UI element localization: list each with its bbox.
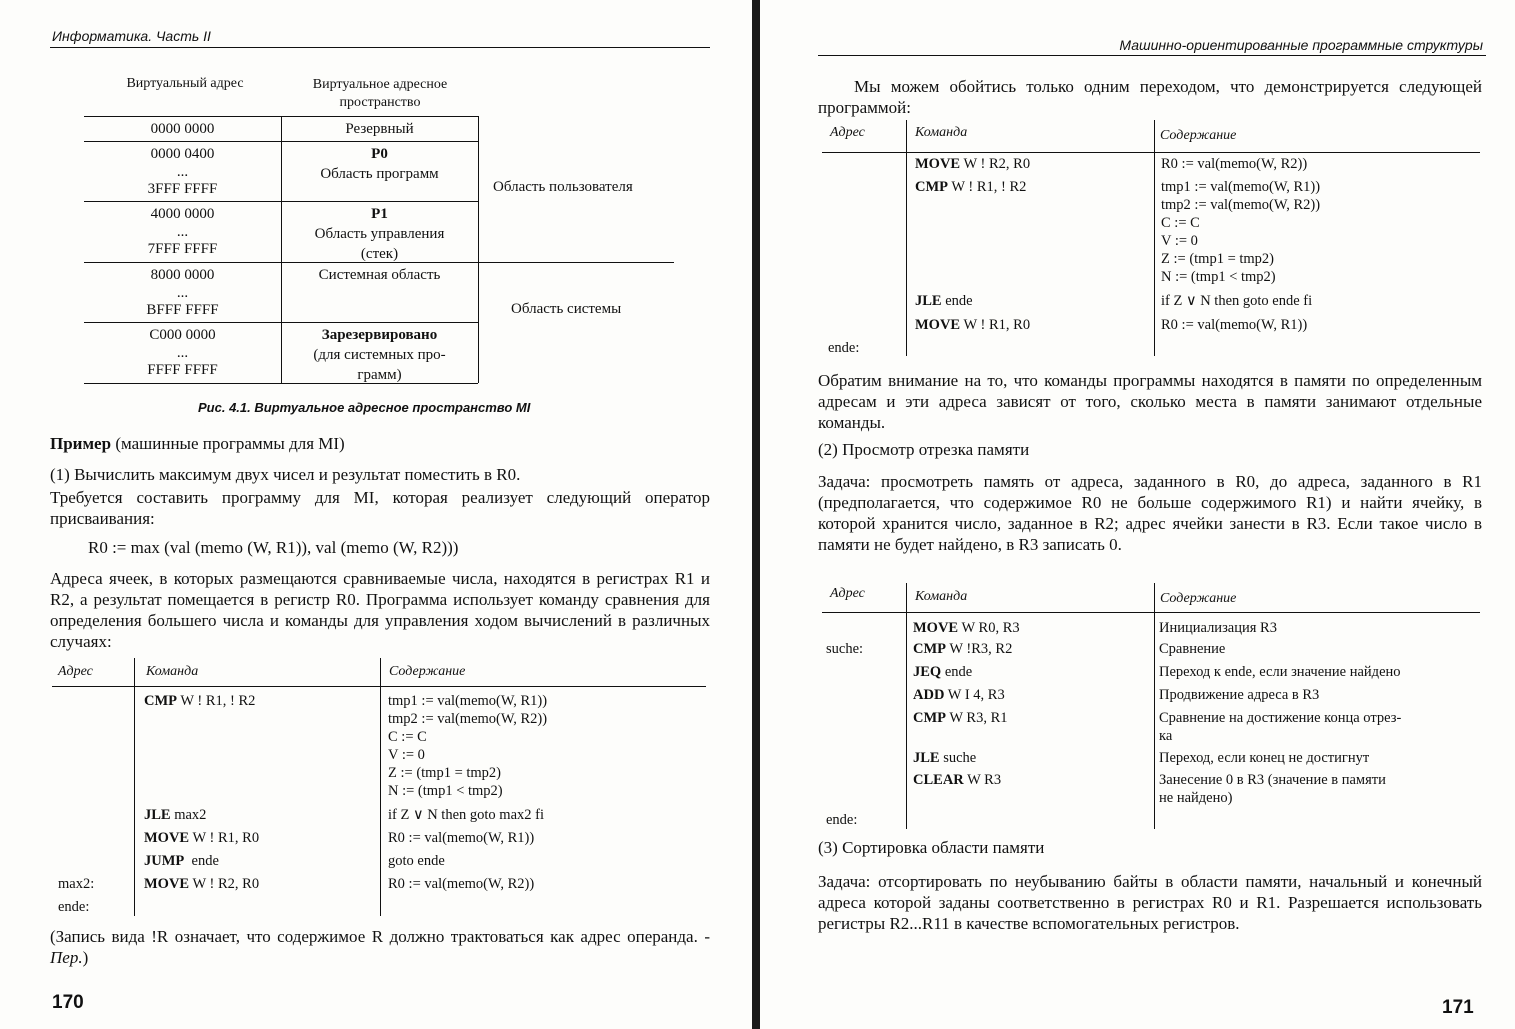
figure-address: 3FFF FFFF <box>147 181 218 197</box>
figure-space-label: Зарезервировано <box>321 327 438 343</box>
note-main: (Запись вида !R означает, что содержимое R должно трактоваться как адрес операнда. - <box>50 927 710 946</box>
table-header-addr: Адрес <box>58 664 93 679</box>
table-header-rule <box>52 686 706 687</box>
operands: W R0, R3 <box>958 620 1020 636</box>
table-header-rule <box>822 152 1480 153</box>
table-col-rule <box>1154 583 1155 829</box>
row-command <box>913 663 972 681</box>
operands: W ! R2, R0 <box>189 876 260 892</box>
opcode: JLE <box>913 750 940 766</box>
paragraph-2: Требуется составить программу для MI, которая реализует следующий оператор присваивания: <box>50 488 710 528</box>
header-rule <box>50 47 710 48</box>
figure-space-label: P0 <box>371 146 388 162</box>
row-content: if Z ∨ N then goto max2 fi <box>388 807 544 823</box>
table-header-rule <box>822 612 1480 613</box>
operands: max2 <box>170 807 207 823</box>
example-bold: Пример <box>50 434 112 453</box>
figure-address: ... <box>176 164 189 180</box>
running-header: Информатика. Часть II <box>52 28 211 44</box>
row-content: Сравнение <box>1159 641 1226 657</box>
row-content: Продвижение адреса в R3 <box>1159 687 1320 703</box>
row-command <box>913 619 1020 637</box>
figure-line <box>281 116 282 383</box>
opcode: MOVE <box>913 620 959 636</box>
table-header-content: Содержание <box>1160 591 1237 606</box>
figure-line <box>478 116 479 383</box>
figure-address: C000 0000 <box>149 327 216 343</box>
operands: W ! R1, ! R2 <box>177 693 256 709</box>
figure-address: ... <box>176 224 189 240</box>
row-command <box>144 692 255 710</box>
page-number: 170 <box>52 992 84 1013</box>
row-address: ende: <box>826 812 858 828</box>
paragraph-1: (1) Вычислить максимум двух чисел и результат поместить в R0. <box>50 465 521 484</box>
row-address: ende: <box>58 899 90 915</box>
note-end: ) <box>82 948 89 967</box>
example-rest: (машинные программы для MI) <box>111 434 345 453</box>
operands: suche <box>939 750 977 766</box>
opcode: MOVE <box>144 830 190 846</box>
table-header-cmd: Команда <box>915 589 968 604</box>
figure-space-label: P1 <box>371 206 388 222</box>
opcode: CMP <box>144 693 178 709</box>
table-header-addr: Адрес <box>830 586 865 601</box>
figure-address: 0000 0000 <box>150 121 215 137</box>
operands: W ! R2, R0 <box>960 156 1031 172</box>
opcode: JUMP <box>144 853 185 869</box>
opcode: CMP <box>913 710 947 726</box>
row-command <box>915 292 973 310</box>
note-paragraph <box>50 926 710 968</box>
figure-space-label: (для системных про- <box>313 347 446 363</box>
opcode: CLEAR <box>913 772 964 788</box>
note-italic: Пер. <box>50 948 83 967</box>
section-2-heading: (2) Просмотр отрезка памяти <box>818 440 1030 459</box>
table-header-content: Содержание <box>1160 128 1237 143</box>
header-rule <box>818 55 1486 56</box>
table-col-rule <box>906 583 907 829</box>
left-page <box>0 0 745 1029</box>
figure-space-label: Область программ <box>320 166 439 182</box>
opcode: CMP <box>915 179 949 195</box>
operands: ende <box>941 293 973 309</box>
operands: W !R3, R2 <box>946 641 1013 657</box>
figure-address: 8000 0000 <box>150 267 215 283</box>
row-content: Инициализация R3 <box>1159 620 1277 636</box>
figure-space-label: Область управления <box>314 226 445 242</box>
right-page <box>770 0 1515 1029</box>
figure-address: 7FFF FFFF <box>147 241 218 257</box>
opcode: ADD <box>913 687 945 703</box>
row-content: Переход к ende, если значение найдено <box>1159 664 1401 680</box>
opcode: JEQ <box>913 664 942 680</box>
figure-col2-header: Виртуальное адресное пространство <box>312 77 448 110</box>
table-col-rule <box>134 658 135 916</box>
operands: W R3, R1 <box>946 710 1008 726</box>
opcode: JLE <box>915 293 942 309</box>
row-content: Занесение 0 в R3 (значение в памяти не найдено) <box>1159 772 1386 806</box>
table-header-cmd: Команда <box>915 125 968 140</box>
figure-address: FFFF FFFF <box>147 362 218 378</box>
opcode: MOVE <box>915 156 961 172</box>
row-command <box>913 771 1001 789</box>
opcode: CMP <box>913 641 947 657</box>
paragraph-3: Адреса ячеек, в которых размещаются сравниваемые числа, находятся в регистрах R1 и R2, а результат помещается в регистр R0. Программа использует команду сравнения для определения большего числа и команды для управления ходом вычислений в различных случаях: <box>50 569 710 651</box>
row-command <box>915 178 1026 196</box>
operands: W ! R1, R0 <box>960 317 1031 333</box>
row-content: R0 := val(memo(W, R2)) <box>388 876 535 892</box>
intro-paragraph: Мы можем обойтись только одним переходом, что демонстрируется следующей программой: <box>818 77 1482 117</box>
row-command <box>913 686 1005 704</box>
section-3-heading: (3) Сортировка области памяти <box>818 838 1045 857</box>
table-header-addr: Адрес <box>830 125 865 140</box>
page-number: 171 <box>1442 997 1474 1018</box>
figure-col1-header: Виртуальный адрес <box>126 76 244 91</box>
figure-address: ... <box>176 345 189 361</box>
system-area-label: Область системы <box>511 301 622 317</box>
row-content: Сравнение на достижение конца отрез- ка <box>1159 710 1402 744</box>
row-content: tmp1 := val(memo(W, R1)) tmp2 := val(memo(W, R2)) C := C V := 0 Z := (tmp1 = tmp2) N := (tmp1 < tmp2) <box>388 693 548 799</box>
operands: W ! R1, R0 <box>189 830 260 846</box>
figure-space-label: Системная область <box>318 267 441 283</box>
figure-space-label: грамм) <box>357 367 402 383</box>
figure-address: BFFF FFFF <box>146 302 219 318</box>
operands: W R3 <box>963 772 1002 788</box>
task-2-paragraph: Задача: просмотреть память от адреса, заданного в R0, до адреса, заданного в R1 (предполагается, что содержимое R0 не больше содержимого R1) и найти ячейку, в которой хранится число, заданное в R2; адрес ячейки занести в R3. Если такое число в памяти не будет найдено, в R3 записать 0. <box>818 472 1482 554</box>
table-header-cmd: Команда <box>146 664 199 679</box>
figure-caption: Рис. 4.1. Виртуальное адресное пространство MI <box>198 400 531 415</box>
table-header-content: Содержание <box>389 664 466 679</box>
row-command <box>144 852 219 870</box>
row-address: max2: <box>58 876 95 892</box>
operands: ende <box>941 664 973 680</box>
formula: R0 := max (val (memo (W, R1)), val (memo (W, R2))) <box>88 538 459 557</box>
opcode: MOVE <box>144 876 190 892</box>
opcode: MOVE <box>915 317 961 333</box>
figure-space-label: (стек) <box>360 246 399 262</box>
row-command <box>913 749 976 767</box>
row-command <box>915 316 1030 334</box>
attention-paragraph: Обратим внимание на то, что команды программы находятся в памяти по определенным адресам и эти адреса зависят от того, сколько места в памяти занимают отдельные команды. <box>818 371 1482 432</box>
task-3-paragraph: Задача: отсортировать по неубыванию байты в области памяти, начальный и конечный адреса которой заданы соответственно в регистрах R0 и R1. Разрешается использовать регистры R2...R11 в качестве вспомогательных регистров. <box>818 872 1482 933</box>
table-col-rule <box>380 658 381 916</box>
row-content: Переход, если конец не достигнут <box>1159 750 1370 766</box>
row-command <box>913 709 1008 727</box>
row-address: suche: <box>826 641 864 657</box>
row-command <box>913 640 1012 658</box>
figure-space-label: Резервный <box>345 121 414 137</box>
row-content: goto ende <box>388 853 445 869</box>
figure-address: ... <box>176 285 189 301</box>
table-col-rule <box>1154 120 1155 356</box>
user-area-label: Область пользователя <box>493 179 633 195</box>
table-col-rule <box>906 120 907 356</box>
row-content: R0 := val(memo(W, R2)) <box>1161 156 1308 172</box>
operands: W I 4, R3 <box>944 687 1005 703</box>
row-content: R0 := val(memo(W, R1)) <box>388 830 535 846</box>
example-heading <box>50 434 345 454</box>
row-command <box>144 829 259 847</box>
row-command <box>915 155 1030 173</box>
row-command <box>144 875 259 893</box>
row-address: ende: <box>828 340 860 356</box>
row-command <box>144 806 206 824</box>
opcode: JLE <box>144 807 171 823</box>
operands: ende <box>184 853 219 869</box>
row-content: R0 := val(memo(W, R1)) <box>1161 317 1308 333</box>
book-spine <box>752 0 760 1029</box>
figure-address: 0000 0400 <box>150 146 215 162</box>
running-header: Машинно-ориентированные программные структуры <box>1119 37 1483 53</box>
figure-address: 4000 0000 <box>150 206 215 222</box>
row-content: tmp1 := val(memo(W, R1)) tmp2 := val(memo(W, R2)) C := C V := 0 Z := (tmp1 = tmp2) N := (tmp1 < tmp2) <box>1161 179 1321 285</box>
row-content: if Z ∨ N then goto ende fi <box>1161 293 1313 309</box>
operands: W ! R1, ! R2 <box>948 179 1027 195</box>
